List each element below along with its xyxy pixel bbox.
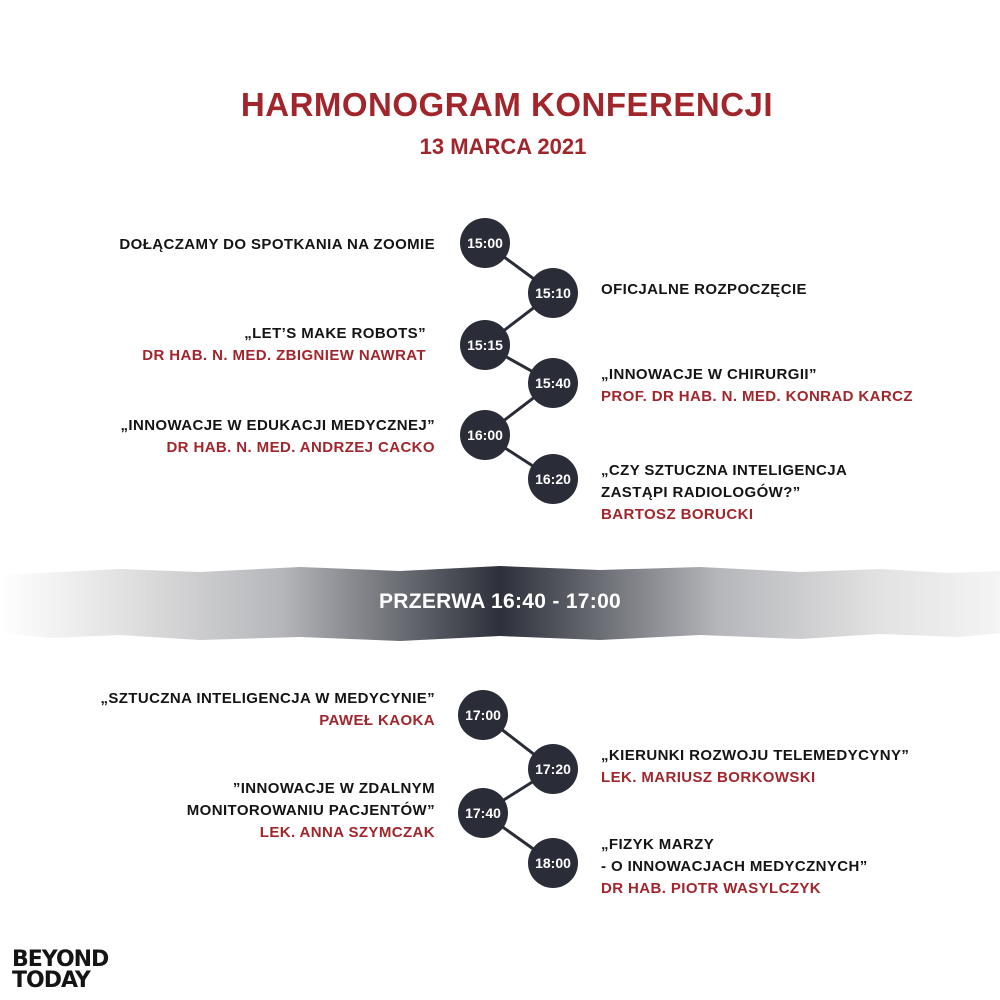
session-item: [119, 234, 435, 256]
logo-line: TODAY: [12, 968, 90, 993]
time-node: 15:10: [528, 268, 578, 318]
time-node: 16:20: [528, 454, 578, 504]
time-node: 17:40: [458, 788, 508, 838]
item-title: OFICJALNE ROZPOCZĘCIE: [601, 281, 807, 298]
beyond-today-logo: [12, 949, 108, 991]
session-item: [187, 778, 435, 844]
session-item: [601, 834, 868, 900]
session-item: [601, 364, 913, 408]
speaker-name: DR HAB. N. MED. ZBIGNIEW NAWRAT: [142, 347, 426, 364]
speaker-name: PAWEŁ KAOKA: [319, 712, 435, 729]
item-title: „LET’S MAKE ROBOTS”: [244, 325, 426, 342]
time-node: 15:40: [528, 358, 578, 408]
time-node: 17:00: [458, 690, 508, 740]
session-item: [100, 688, 435, 732]
logo-line: BEYOND: [12, 947, 109, 972]
item-title: MONITOROWANIU PACJENTÓW”: [186, 802, 435, 819]
time-node: 17:20: [528, 744, 578, 794]
item-title: „FIZYK MARZY: [601, 836, 715, 853]
item-title: DOŁĄCZAMY DO SPOTKANIA NA ZOOMIE: [119, 236, 435, 253]
time-node: 16:00: [460, 410, 510, 460]
item-title: ZASTĄPI RADIOLOGÓW?”: [601, 484, 801, 501]
break-label: PRZERWA 16:40 - 17:00: [378, 590, 622, 613]
time-node: 15:15: [460, 320, 510, 370]
page-title: HARMONOGRAM KONFERENCJI: [240, 86, 774, 123]
time-node: 18:00: [528, 838, 578, 888]
session-item: [601, 460, 847, 526]
speaker-name: PROF. DR HAB. N. MED. KONRAD KARCZ: [601, 388, 913, 405]
item-title: „INNOWACJE W EDUKACJI MEDYCZNEJ”: [120, 417, 435, 434]
item-title: „INNOWACJE W CHIRURGII”: [601, 366, 817, 383]
speaker-name: DR HAB. N. MED. ANDRZEJ CACKO: [166, 439, 435, 456]
conference-date: 13 MARCA 2021: [419, 134, 587, 159]
item-title: „CZY SZTUCZNA INTELIGENCJA: [601, 462, 848, 479]
item-title: „KIERUNKI ROZWOJU TELEMEDYCYNY”: [601, 747, 910, 764]
time-node: 15:00: [460, 218, 510, 268]
session-item: [601, 745, 909, 789]
item-title: ”INNOWACJE W ZDALNYM: [232, 780, 435, 797]
speaker-name: BARTOSZ BORUCKI: [601, 506, 754, 523]
speaker-name: DR HAB. PIOTR WASYLCZYK: [601, 880, 822, 897]
item-title: - O INNOWACJACH MEDYCZNYCH”: [601, 858, 868, 875]
session-item: [601, 279, 807, 301]
speaker-name: LEK. ANNA SZYMCZAK: [259, 824, 435, 841]
session-item: [142, 323, 426, 367]
item-title: „SZTUCZNA INTELIGENCJA W MEDYCYNIE”: [100, 690, 435, 707]
session-item: [121, 415, 436, 459]
speaker-name: LEK. MARIUSZ BORKOWSKI: [601, 769, 816, 786]
